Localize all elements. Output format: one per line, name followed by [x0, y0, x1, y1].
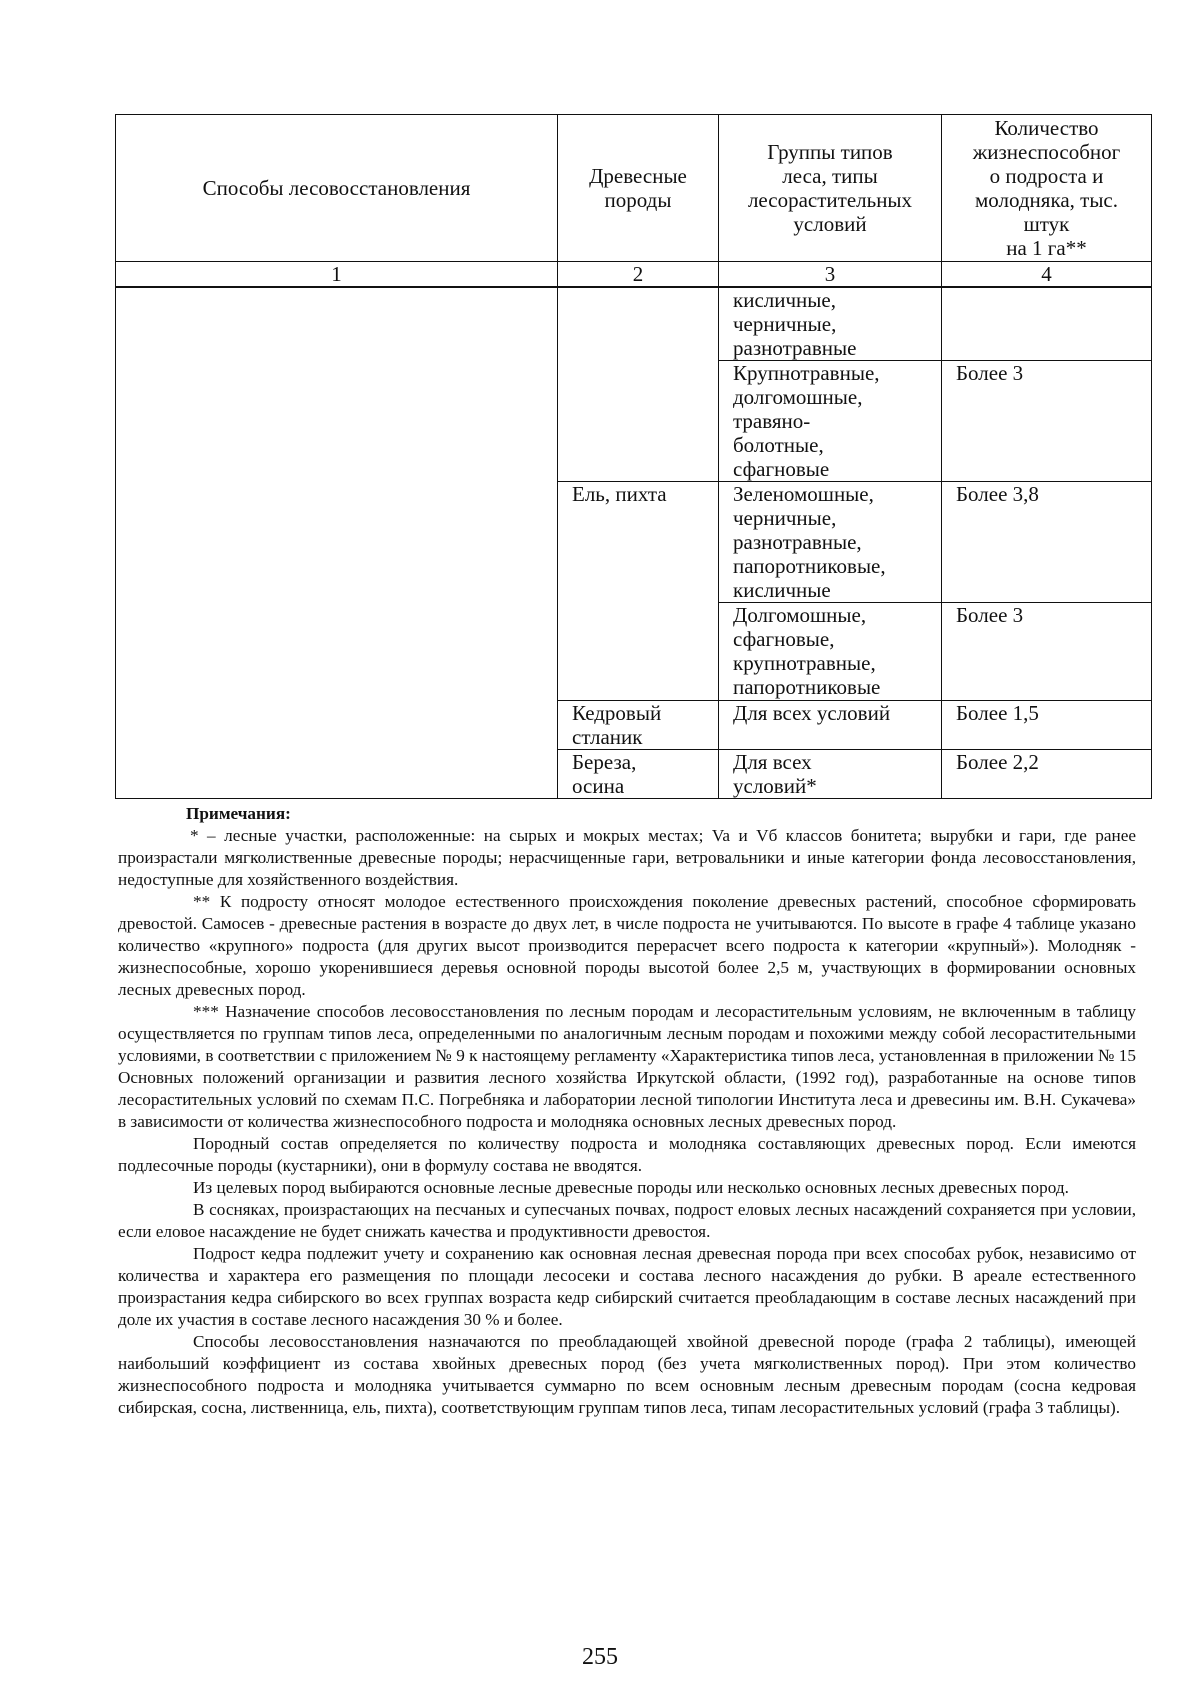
- header-species: Древесные породы: [558, 115, 719, 262]
- note-paragraph: В сосняках, произрастающих на песчаных и супесчаных почвах, подрост еловых лесных насаждений сохраняется при условии, если еловое насаждение не будет снижать качества и продуктивности древостоя.: [118, 1200, 1136, 1241]
- column-number-row: [116, 262, 1152, 288]
- forest-type-cell: Долгомошные, сфагновые, крупнотравные, папоротниковые: [719, 603, 942, 701]
- forest-type-cell: Крупнотравные, долгомошные, травяно- болотные, сфагновые: [719, 361, 942, 482]
- header-forest-types: Группы типов леса, типы лесорастительных условий: [719, 115, 942, 262]
- column-number: 1: [116, 262, 558, 288]
- column-number: 2: [558, 262, 719, 288]
- note-paragraph: Способы лесовосстановления назначаются по преобладающей хвойной древесной породе (графа 2 таблицы), имеющей наибольший коэффициент из состава хвойных древесных пород (без учета мягколиственных пород). При этом количество жизнеспособного подроста и молодняка учитывается суммарно по всем основным лесным древесным породам (сосна кедровая сибирская, сосна, лиственница, ель, пихта), соответствующим группам типов леса, типам лесорастительных условий (графа 3 таблицы).: [118, 1332, 1136, 1417]
- note-paragraph: * – лесные участки, расположенные: на сырых и мокрых местах; Va и Vб классов бонитета; вырубки и гари, где ранее произрастали мягколиственные древесные породы; нерасчищенные гари, ветровальники и иные категории фонда лесовосстановления, недоступные для хозяйственного воздействия.: [118, 826, 1136, 889]
- note-paragraph: ** К подросту относят молодое естественного происхождения поколение древесных растений, способное сформировать древостой. Самосев - древесные растения в возрасте до двух лет, в числе подроста не учитываются. По высоте в графе 4 таблице указано количество «крупного» подроста (для других высот производится перерасчет всего подроста к категории «крупный»). Молодняк - жизнеспособные, хорошо укоренившиеся деревья основной породы высотой более 2,5 м, участвующих в формировании основных лесных древесных пород.: [118, 892, 1136, 999]
- table-header-row: [116, 115, 1152, 262]
- table-row: [116, 287, 1152, 361]
- amount-cell: Более 3,8: [942, 482, 1152, 603]
- species-cell: [558, 287, 719, 482]
- note-paragraph: *** Назначение способов лесовосстановления по лесным породам и лесорастительным условиям, не включенным в таблицу осуществляется по группам типов леса, определенными по аналогичным лесным породам и похожими между собой лесорастительными условиями, в соответствии с приложением № 9 к настоящему регламенту «Характеристика типов леса, установленная в приложении № 15 Основных положений организации и развития лесного хозяйства Иркутской области, (1992 год), разработанные на основе типов лесорастительных условий по схемам П.С. Погребняка и лаборатории лесной типологии Института леса и древесины им. В.Н. Сукачева» в зависимости от количества жизнеспособного подроста и молодняка основных лесных древесных пород.: [118, 1002, 1136, 1131]
- methods-cell: [116, 287, 558, 799]
- page-number: 255: [582, 1644, 618, 1670]
- notes-title: Примечания:: [186, 804, 291, 823]
- species-cell: Береза, осина: [558, 750, 719, 799]
- column-number: 3: [719, 262, 942, 288]
- header-amount: Количество жизнеспособног о подроста и молодняка, тыс. штук на 1 га**: [942, 115, 1152, 262]
- amount-cell: Более 3: [942, 603, 1152, 701]
- amount-cell: Более 2,2: [942, 750, 1152, 799]
- note-paragraph: Из целевых пород выбираются основные лесные древесные породы или несколько основных лесных древесных пород.: [193, 1178, 1069, 1197]
- forest-type-cell: Зеленомошные, черничные, разнотравные, папоротниковые, кисличные: [719, 482, 942, 603]
- amount-cell: Более 3: [942, 361, 1152, 482]
- forest-type-cell: Для всех условий: [719, 701, 942, 750]
- column-number: 4: [942, 262, 1152, 288]
- notes-section: [118, 803, 1136, 1419]
- amount-cell: [942, 287, 1152, 361]
- reforestation-table: [115, 114, 1152, 799]
- forest-type-cell: кисличные, черничные, разнотравные: [719, 287, 942, 361]
- note-paragraph: Подрост кедра подлежит учету и сохранению как основная лесная древесная порода при всех способах рубок, независимо от количества и характера его размещения по площади лесосеки и состава лесного насаждения до рубки. В ареале естественного произрастания кедра сибирского во всех группах возраста кедр сибирский считается преобладающим в составе лесных насаждений при доле их участия в составе лесного насаждения 30 % и более.: [118, 1244, 1136, 1329]
- note-paragraph: Породный состав определяется по количеству подроста и молодняка составляющих древесных пород. Если имеются подлесочные породы (кустарники), они в формулу состава не вводятся.: [118, 1134, 1136, 1175]
- header-methods: Способы лесовосстановления: [116, 115, 558, 262]
- amount-cell: Более 1,5: [942, 701, 1152, 750]
- species-cell: Ель, пихта: [558, 482, 719, 701]
- species-cell: Кедровый стланик: [558, 701, 719, 750]
- forest-type-cell: Для всех условий*: [719, 750, 942, 799]
